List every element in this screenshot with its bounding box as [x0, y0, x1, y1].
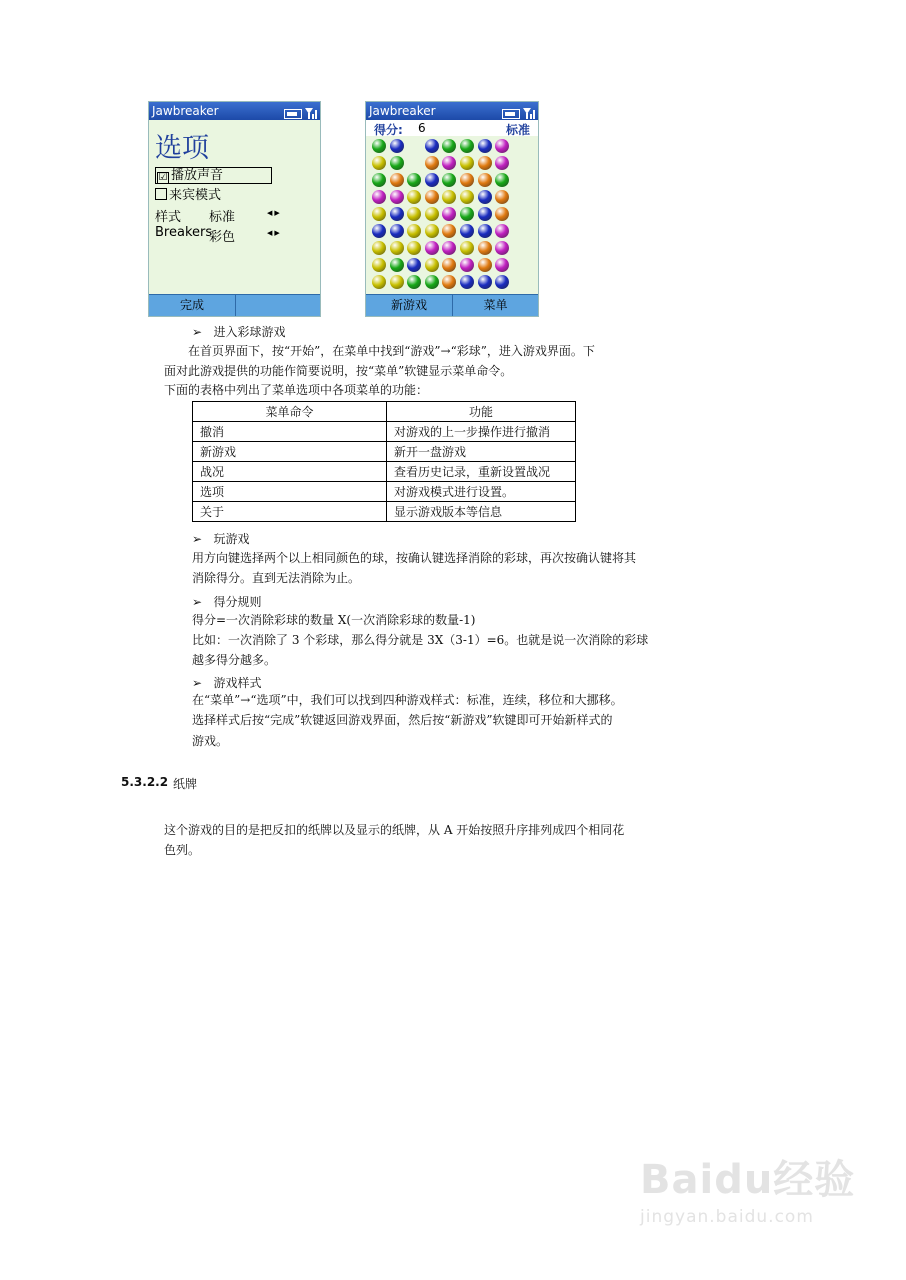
- baidu-watermark: [640, 1148, 855, 1227]
- bullet-play-game: [192, 530, 250, 547]
- table-header-command: 菜单命令: [193, 402, 387, 422]
- ball[interactable]: [478, 207, 492, 221]
- ball[interactable]: [460, 207, 474, 221]
- ball[interactable]: [495, 190, 509, 204]
- ball[interactable]: [390, 207, 404, 221]
- ball[interactable]: [478, 173, 492, 187]
- done-softkey[interactable]: 完成: [179, 298, 204, 312]
- watermark-url: jingyan.baidu.com: [640, 1207, 814, 1227]
- ball[interactable]: [478, 275, 492, 289]
- ball[interactable]: [442, 139, 456, 153]
- para5-line1: 这个游戏的目的是把反扣的纸牌以及显示的纸牌，从 A 开始按照升序排列成四个相同花: [164, 823, 625, 837]
- ball[interactable]: [425, 241, 439, 255]
- score-label: 得分:: [374, 123, 403, 137]
- ball[interactable]: [425, 156, 439, 170]
- status-icons: [284, 104, 317, 122]
- ball[interactable]: [425, 190, 439, 204]
- table-cell-function: 查看历史记录，重新设置战况: [387, 462, 576, 482]
- table-cell-command: 关于: [193, 502, 387, 522]
- breakers-arrows-icon[interactable]: ◀▶: [267, 229, 282, 237]
- ball[interactable]: [407, 224, 421, 238]
- checkbox-unchecked-icon[interactable]: [155, 188, 167, 200]
- table-cell-function: 对游戏的上一步操作进行撤消: [387, 422, 576, 442]
- ball[interactable]: [442, 258, 456, 272]
- new-game-softkey[interactable]: 新游戏: [390, 298, 427, 312]
- bullet-arrow-icon: ➢: [192, 595, 203, 609]
- style-arrows-icon[interactable]: ◀▶: [267, 209, 282, 217]
- ball[interactable]: [390, 139, 404, 153]
- ball[interactable]: [478, 224, 492, 238]
- ball[interactable]: [495, 139, 509, 153]
- ball[interactable]: [478, 258, 492, 272]
- ball[interactable]: [390, 275, 404, 289]
- game-screenshot: [365, 101, 539, 317]
- play-sound-label: 播放声音: [171, 168, 224, 183]
- bullet-text: 玩游戏: [213, 532, 250, 546]
- table-cell-function: 对游戏模式进行设置。: [387, 482, 576, 502]
- ball[interactable]: [390, 156, 404, 170]
- breakers-value[interactable]: 彩色: [209, 230, 236, 245]
- ball[interactable]: [390, 258, 404, 272]
- para2-line1: 用方向键选择两个以上相同颜色的球，按确认键选择消除的彩球，再次按确认键将其: [192, 551, 637, 565]
- bullet-text: 游戏样式: [213, 676, 262, 690]
- ball[interactable]: [460, 139, 474, 153]
- ball[interactable]: [407, 258, 421, 272]
- ball[interactable]: [495, 207, 509, 221]
- options-screenshot: [148, 101, 321, 317]
- ball[interactable]: [372, 241, 386, 255]
- ball[interactable]: [442, 156, 456, 170]
- table-cell-function: 新开一盘游戏: [387, 442, 576, 462]
- ball[interactable]: [460, 258, 474, 272]
- ball[interactable]: [460, 173, 474, 187]
- ball[interactable]: [495, 258, 509, 272]
- menu-softkey[interactable]: 菜单: [483, 298, 508, 312]
- ball[interactable]: [425, 139, 439, 153]
- options-softkey-bar: [149, 294, 320, 316]
- para4-line2: 选择样式后按“完成”软键返回游戏界面，然后按“新游戏”软键即可开始新样式的: [192, 713, 613, 727]
- ball[interactable]: [495, 241, 509, 255]
- para4-line1: 在“菜单”→“选项”中，我们可以找到四种游戏样式：标准，连续，移位和大挪移。: [192, 693, 623, 707]
- options-heading: 选项: [155, 133, 209, 164]
- options-app-title: Jawbreaker: [152, 104, 219, 118]
- table-row: [193, 422, 576, 442]
- ball[interactable]: [442, 241, 456, 255]
- guest-mode-label: 来宾模式: [169, 188, 222, 203]
- signal-icon: [305, 108, 317, 119]
- ball[interactable]: [425, 258, 439, 272]
- bullet-arrow-icon: ➢: [192, 532, 203, 546]
- game-title-bar: [366, 102, 538, 120]
- para4-line3: 游戏。: [192, 734, 229, 748]
- ball[interactable]: [442, 173, 456, 187]
- para1-line1: 在首页界面下，按“开始”，在菜单中找到“游戏”→“彩球”，进入游戏界面。下: [188, 344, 595, 358]
- bullet-text: 进入彩球游戏: [213, 325, 286, 339]
- para1-line2: 面对此游戏提供的功能作简要说明，按“菜单”软键显示菜单命令。: [164, 364, 513, 378]
- ball[interactable]: [478, 241, 492, 255]
- bullet-arrow-icon: ➢: [192, 676, 203, 690]
- table-cell-command: 撤消: [193, 422, 387, 442]
- battery-icon: [284, 109, 302, 119]
- ball[interactable]: [372, 224, 386, 238]
- ball[interactable]: [372, 173, 386, 187]
- para3-line2: 比如：一次消除了 3 个彩球，那么得分就是 3X（3-1）=6。也就是说一次消除的彩球: [192, 633, 649, 647]
- watermark-logo: Baidu经验: [640, 1157, 856, 1203]
- checkbox-checked-icon[interactable]: ☑: [158, 172, 168, 183]
- bullet-enter-game: [192, 323, 286, 340]
- options-title-bar: [149, 102, 320, 120]
- ball[interactable]: [372, 156, 386, 170]
- guest-mode-option[interactable]: [155, 184, 221, 203]
- table-intro: 下面的表格中列出了菜单选项中各项菜单的功能：: [164, 383, 429, 397]
- table-row: [193, 502, 576, 522]
- ball[interactable]: [407, 241, 421, 255]
- table-header-row: [193, 402, 576, 422]
- ball[interactable]: [478, 139, 492, 153]
- para5-line2: 色列。: [164, 843, 201, 857]
- ball[interactable]: [442, 190, 456, 204]
- section-title: 纸牌: [173, 777, 198, 791]
- ball[interactable]: [442, 224, 456, 238]
- bullet-game-styles: [192, 674, 262, 691]
- game-softkey-bar: [366, 294, 538, 316]
- signal-icon: [523, 108, 535, 119]
- ball[interactable]: [407, 190, 421, 204]
- game-mode: 标准: [505, 123, 530, 137]
- table-cell-function: 显示游戏版本等信息: [387, 502, 576, 522]
- bullet-score-rules: [192, 593, 262, 610]
- ball[interactable]: [460, 156, 474, 170]
- ball[interactable]: [390, 173, 404, 187]
- ball[interactable]: [442, 275, 456, 289]
- ball[interactable]: [460, 241, 474, 255]
- style-value[interactable]: 标准: [209, 210, 236, 225]
- ball[interactable]: [372, 258, 386, 272]
- score-value: 6: [418, 121, 426, 135]
- ball[interactable]: [407, 275, 421, 289]
- para3-line1: 得分=一次消除彩球的数量 X(一次消除彩球的数量-1): [192, 613, 476, 627]
- play-sound-option[interactable]: [155, 164, 272, 184]
- ball[interactable]: [495, 224, 509, 238]
- ball[interactable]: [372, 207, 386, 221]
- ball[interactable]: [460, 190, 474, 204]
- para3-line3: 越多得分越多。: [192, 653, 277, 667]
- table-row: [193, 482, 576, 502]
- game-app-title: Jawbreaker: [369, 104, 436, 118]
- bullet-arrow-icon: ➢: [192, 325, 203, 339]
- ball[interactable]: [425, 275, 439, 289]
- battery-icon: [502, 109, 520, 119]
- table-row: [193, 442, 576, 462]
- ball[interactable]: [372, 190, 386, 204]
- ball[interactable]: [460, 275, 474, 289]
- ball[interactable]: [495, 173, 509, 187]
- table-cell-command: 战况: [193, 462, 387, 482]
- ball[interactable]: [478, 156, 492, 170]
- ball[interactable]: [425, 173, 439, 187]
- ball[interactable]: [460, 224, 474, 238]
- para2-line2: 消除得分。直到无法消除为止。: [192, 571, 361, 585]
- ball[interactable]: [407, 207, 421, 221]
- table-cell-command: 新游戏: [193, 442, 387, 462]
- ball[interactable]: [390, 241, 404, 255]
- section-number: 5.3.2.2: [121, 775, 169, 789]
- bullet-text: 得分规则: [213, 595, 262, 609]
- breakers-label: Breakers: [155, 225, 213, 240]
- ball[interactable]: [407, 173, 421, 187]
- table-cell-command: 选项: [193, 482, 387, 502]
- ball[interactable]: [372, 275, 386, 289]
- menu-function-table: [192, 401, 576, 522]
- ball[interactable]: [478, 190, 492, 204]
- ball[interactable]: [495, 275, 509, 289]
- score-bar: [366, 120, 538, 136]
- ball[interactable]: [390, 190, 404, 204]
- ball[interactable]: [390, 224, 404, 238]
- table-header-function: 功能: [387, 402, 576, 422]
- ball[interactable]: [495, 156, 509, 170]
- ball[interactable]: [425, 207, 439, 221]
- ball[interactable]: [425, 224, 439, 238]
- style-label: 样式: [155, 210, 182, 225]
- ball[interactable]: [372, 139, 386, 153]
- table-row: [193, 462, 576, 482]
- ball[interactable]: [442, 207, 456, 221]
